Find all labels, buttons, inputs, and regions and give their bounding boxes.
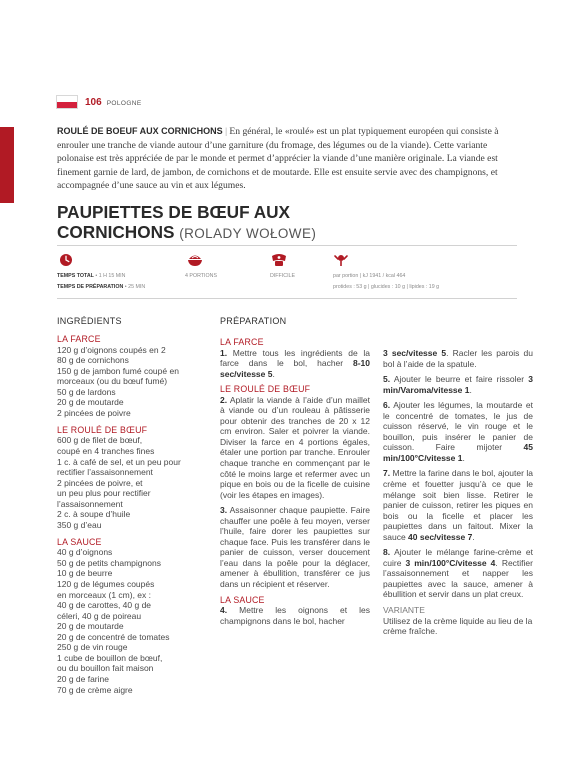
step-2: 2. Aplatir la viande à l’aide d’un maillet à viande ou d’un rouleau à pâtisserie pour obtenir des tranches de 20 x 12 cm environ. Saler et poivrer la viande. Diviser la farce en 4 portions égales, étaler une portion par tranche. Enrouler chaque tranche en commençant par le côté le moins large et refermer avec un pique en bois ou de la ficelle de cuisine (voir les étapes en images).	[220, 394, 370, 500]
step-7: 7. Mettre la farine dans le bol, ajouter la crème et fouetter jusqu’à ce que le mélange soit bien lisse. Retirer le panier de cuisson, retirer les piques en bois ou la ficelle et placer les paupiettes dans un faitout. Mixer la sauce 40 sec/vitesse 7.	[383, 468, 533, 542]
divider-bottom	[57, 298, 517, 299]
list-item: 1 cube de bouillon de bœuf,	[57, 652, 163, 663]
ingredients-farce-heading: LA FARCE	[57, 334, 101, 344]
list-item: l’assaisonnement	[57, 498, 123, 509]
list-item: 50 g de petits champignons	[57, 557, 161, 568]
list-item: 120 g d’oignons coupés en 2	[57, 344, 166, 355]
list-item: rectifier l’assaisonnement	[57, 467, 153, 478]
list-item: 20 g de concentré de tomates	[57, 631, 170, 642]
list-item: 70 g de crème aigre	[57, 684, 133, 695]
step-3: 3. Assaisonner chaque paupiette. Faire chauffer une poêle à feu moyen, verser l’huile, faire dorer les paupiettes sur chaque face. Puis les transférer dans le panier de cuisson, verser doucement l’eau dans la poêle pour la déglacer, amener à ébullition, transférer ce jus dans un récipient et réserver.	[220, 505, 370, 590]
intro-paragraph	[57, 125, 515, 193]
prep-time-label: TEMPS DE PRÉPARATION	[57, 284, 124, 290]
variant-text: Utilisez de la crème liquide au lieu de la crème fraîche.	[383, 615, 533, 637]
nutrition-line-2: protides : 53 g | glucides : 10 g | lipides : 19 g	[333, 284, 440, 290]
nutrition-meta	[333, 271, 439, 293]
side-accent-bar	[0, 127, 14, 203]
country-label: POLOGNE	[106, 99, 142, 107]
list-item: 2 pincées de poivre	[57, 407, 131, 418]
serving-bowl-icon	[186, 253, 204, 267]
recipe-title	[57, 203, 357, 243]
intro-text: En général, le «roulé» est un plat typiquement européen qui consiste à enrouler une tranche de viande autour d’une garniture (du fromage, des légumes ou de la viande). Cette variante polonaise est très appréciée de par le monde et permet d’apprécier la viande d’une manière originale. La viande est finement garnie de lard, de jambon, de cornichons et de moutarde. Elle est ensuite servie avec des champignons, et accompagnée d’une sauce au vin et aux légumes.	[57, 126, 499, 192]
list-item: 10 g de beurre	[57, 568, 113, 579]
list-item: 20 g de moutarde	[57, 397, 124, 408]
chef-hat-icon	[270, 253, 288, 267]
list-item: morceaux (ou du bœuf fumé)	[57, 376, 168, 387]
step-4-continued: 3 sec/vitesse 5. Racler les parois du bol à l’aide de la spatule.	[383, 348, 533, 369]
preparation-column-right	[383, 348, 533, 637]
step-4: 4. Mettre les oignons et les champignons dans le bol, hacher	[220, 605, 370, 626]
prep-time-value: • 25 MIN	[123, 284, 146, 290]
list-item: 120 g de légumes coupés	[57, 579, 155, 590]
total-time-label: TEMPS TOTAL	[57, 273, 94, 279]
clock-icon	[57, 253, 75, 267]
prep-roule-heading: LE ROULÉ DE BŒUF	[220, 384, 311, 395]
ingredients-sauce-heading: LA SAUCE	[57, 536, 102, 547]
total-time-value: • 1 H 15 MIN	[93, 273, 126, 279]
step-6: 6. Ajouter les légumes, la moutarde et le concentré de tomates, le jus de cuisson réservé, le vin rouge et le bouillon, puis insérer le panier de cuisson. Faire mijoter 45 min/100°C/vitesse 1.	[383, 400, 533, 463]
list-item: 150 g de jambon fumé coupé en	[57, 365, 179, 376]
difficulty-label: DIFFICILE	[270, 273, 296, 279]
variant-heading: VARIANTE	[383, 605, 425, 616]
nutrition-line-1: par portion | kJ 1941 / kcal 464	[333, 273, 406, 279]
prep-sauce-heading: LA SAUCE	[220, 594, 265, 605]
list-item: 20 g de moutarde	[57, 621, 124, 632]
time-meta	[57, 271, 145, 293]
portions-label: 4 PORTIONS	[185, 273, 217, 279]
poland-flag-icon	[56, 95, 78, 109]
list-item: 50 g de lardons	[57, 386, 116, 397]
step-1: 1. Mettre tous les ingrédients de la farce dans le bol, hacher 8-10 sec/vitesse 5.	[220, 347, 370, 379]
list-item: 2 pincées de poivre, et	[57, 477, 143, 488]
list-item: ou du bouillon fait maison	[57, 663, 154, 674]
title-subtitle: (ROLADY WOŁOWE)	[179, 225, 317, 241]
list-item: 80 g de cornichons	[57, 355, 129, 366]
nutrition-icon	[332, 253, 350, 267]
preparation-column-left	[220, 337, 370, 626]
step-5: 5. Ajouter le beurre et faire rissoler 3 min/Varoma/vitesse 1.	[383, 374, 533, 395]
ingredients-roule-heading: LE ROULÉ DE BŒUF	[57, 424, 148, 435]
list-item: 40 g d’oignons	[57, 547, 113, 558]
list-item: 2 c. à soupe d’huile	[57, 509, 131, 520]
ingredients-heading: INGRÉDIENTS	[57, 316, 122, 326]
divider-top	[57, 245, 517, 246]
list-item: coupé en 4 tranches fines	[57, 445, 155, 456]
prep-farce-heading: LA FARCE	[220, 337, 264, 347]
list-item: 1 c. à café de sel, et un peu pour	[57, 456, 181, 467]
title-line-2: CORNICHONS	[57, 221, 175, 242]
list-item: 600 g de filet de bœuf,	[57, 435, 143, 446]
list-item: céleri, 40 g de poireau	[57, 610, 142, 621]
intro-separator: |	[225, 126, 228, 137]
ingredients-column	[57, 334, 217, 695]
list-item: 250 g de vin rouge	[57, 642, 128, 653]
list-item: un peu plus pour rectifier	[57, 488, 151, 499]
title-line-1: PAUPIETTES DE BŒUF AUX	[57, 202, 291, 222]
preparation-heading: PRÉPARATION	[220, 316, 287, 326]
list-item: 40 g de carottes, 40 g de	[57, 600, 152, 611]
list-item: 350 g d’eau	[57, 519, 102, 530]
step-8: 8. Ajouter le mélange farine-crème et cuire 3 min/100°C/vitesse 4. Rectifier l’assaisonnement et napper les paupiettes avec la sauce, amener à ébullition et servir dans un plat creux.	[383, 547, 533, 600]
list-item: en morceaux (1 cm), ex :	[57, 589, 152, 600]
page-header	[56, 95, 142, 109]
page-number: 106	[85, 96, 102, 108]
list-item: 20 g de farine	[57, 673, 109, 684]
intro-lead: ROULÉ DE BOEUF AUX CORNICHONS	[57, 126, 223, 136]
